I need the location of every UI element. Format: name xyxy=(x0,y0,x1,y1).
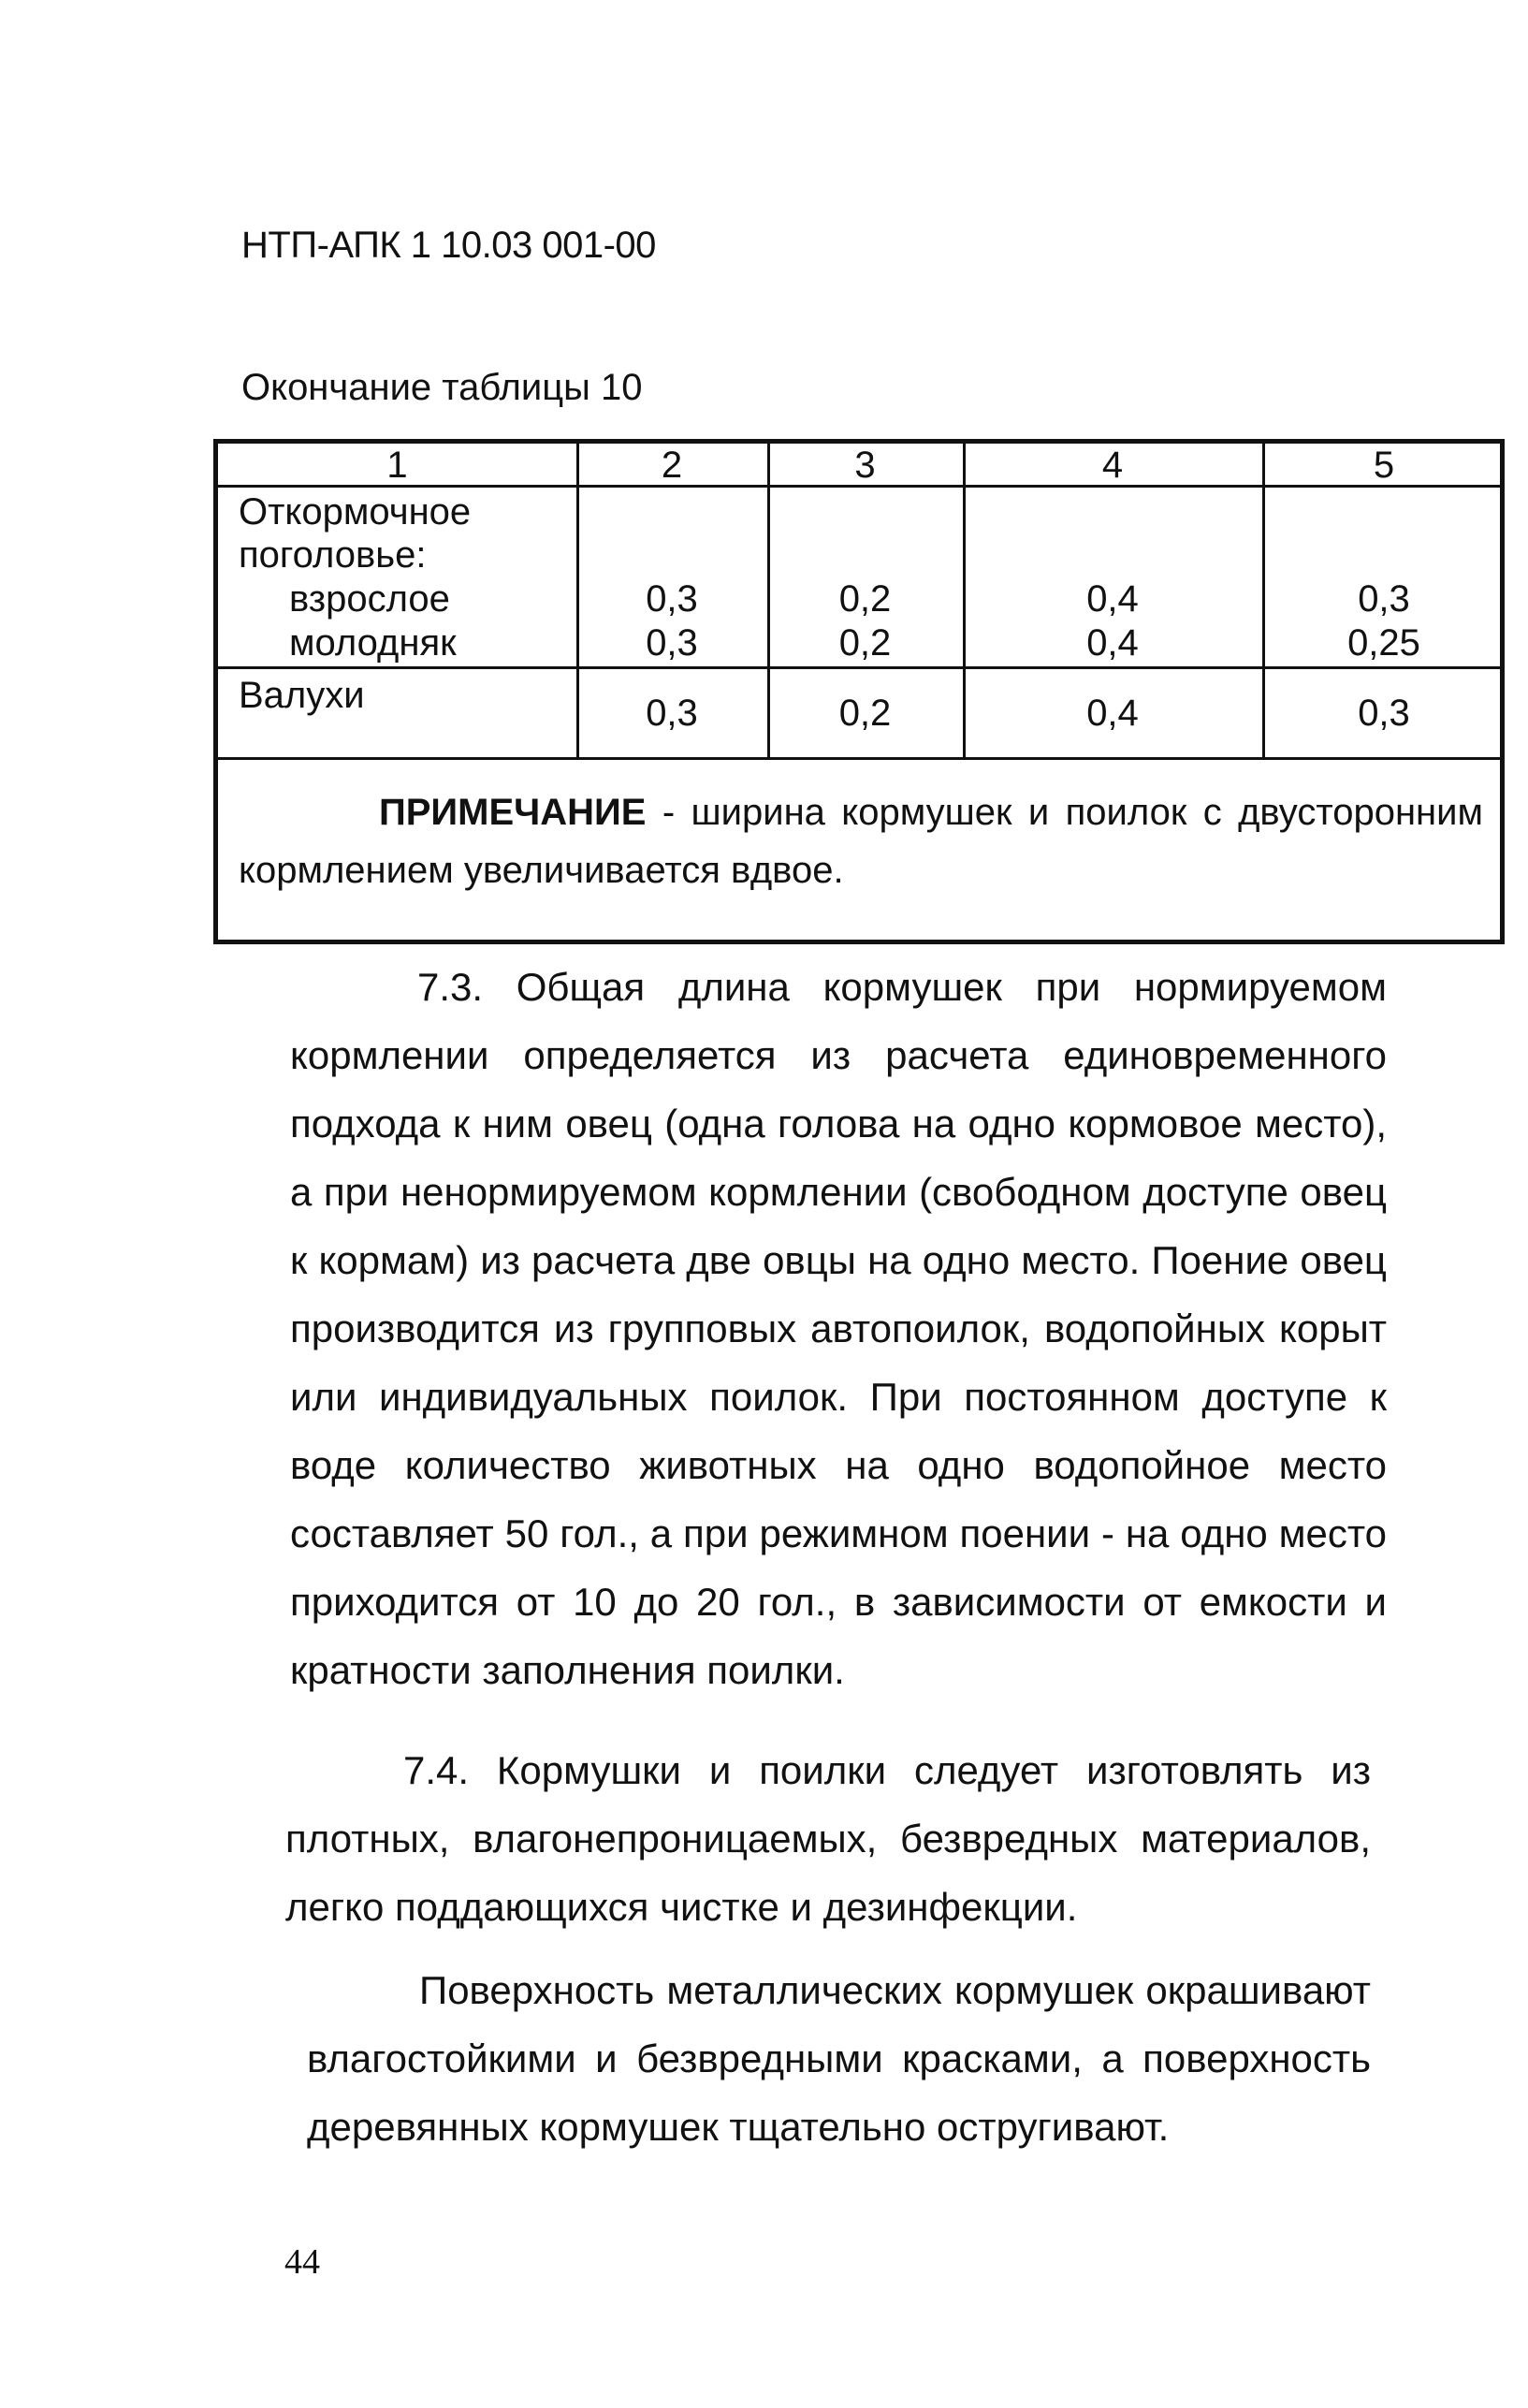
note-text: - ширина кормушек и поилок с двусторонним кормлением увеличивается вдвое. xyxy=(239,792,1483,891)
column-header: 2 xyxy=(661,445,683,486)
row-label: поголовье: xyxy=(239,534,427,576)
table-note xyxy=(239,783,1483,899)
document-code: НТП-АПК 1 10.03 001-00 xyxy=(241,225,656,266)
table-cell: 0,25 xyxy=(1347,622,1420,664)
table-cell: 0,3 xyxy=(646,578,698,620)
table-rule xyxy=(218,757,1500,760)
table-cell: 0,3 xyxy=(1358,693,1410,734)
paragraph-7-4: 7.4. Кормушки и поилки следует изготовлять из плотных, влагонепроницаемых, безвредных материалов, легко поддающихся чистке и дезинфекции. xyxy=(285,1748,1371,1929)
column-header: 1 xyxy=(386,445,408,486)
table-cell: 0,2 xyxy=(838,622,892,664)
table-cell: 0,4 xyxy=(1086,578,1139,620)
table-cell: 0,3 xyxy=(646,622,698,664)
table-caption: Окончание таблицы 10 xyxy=(241,367,643,408)
table-cell: 0,3 xyxy=(1358,578,1410,620)
row-label: Валухи xyxy=(239,675,365,716)
data-table xyxy=(213,439,1505,944)
row-label: Откормочное xyxy=(239,491,472,533)
paragraph-surface: Поверхность металлических кормушек окрашивают влагостойкими и безвредными красками, а поверхность деревянных кормушек тщательно остругивают. xyxy=(307,1968,1371,2149)
column-header: 5 xyxy=(1373,445,1395,486)
table-cell: 0,4 xyxy=(1086,693,1139,734)
page-number: 44 xyxy=(284,2242,320,2282)
table-rule xyxy=(218,666,1500,669)
note-title: ПРИМЕЧАНИЕ xyxy=(379,792,647,833)
paragraph-7-3: 7.3. Общая длина кормушек при нормируемом кормлении определяется из расчета единовременного подхода к ним овец (одна голова на одно кормовое место), а при ненормируемом кормлении (свободном доступе овец к кормам) из расчета две овцы на одно место. Поение овец производится из групповых автопоилок, водопойных корыт или индивидуальных поилок. При постоянном доступе к воде количество животных на одно водопойное место составляет 50 гол., а при режимном поении - на одно место приходится от 10 до 20 гол., в зависимости от емкости и кратности заполнения поилки. xyxy=(290,965,1387,1692)
table-cell: 0,3 xyxy=(646,693,698,734)
table-cell: 0,2 xyxy=(838,693,892,734)
table-cell: 0,2 xyxy=(838,578,892,620)
table-cell: 0,4 xyxy=(1086,622,1139,664)
row-label: молодняк xyxy=(289,622,457,664)
row-label: взрослое xyxy=(289,578,450,620)
column-header: 4 xyxy=(1101,445,1124,486)
column-header: 3 xyxy=(854,445,876,486)
